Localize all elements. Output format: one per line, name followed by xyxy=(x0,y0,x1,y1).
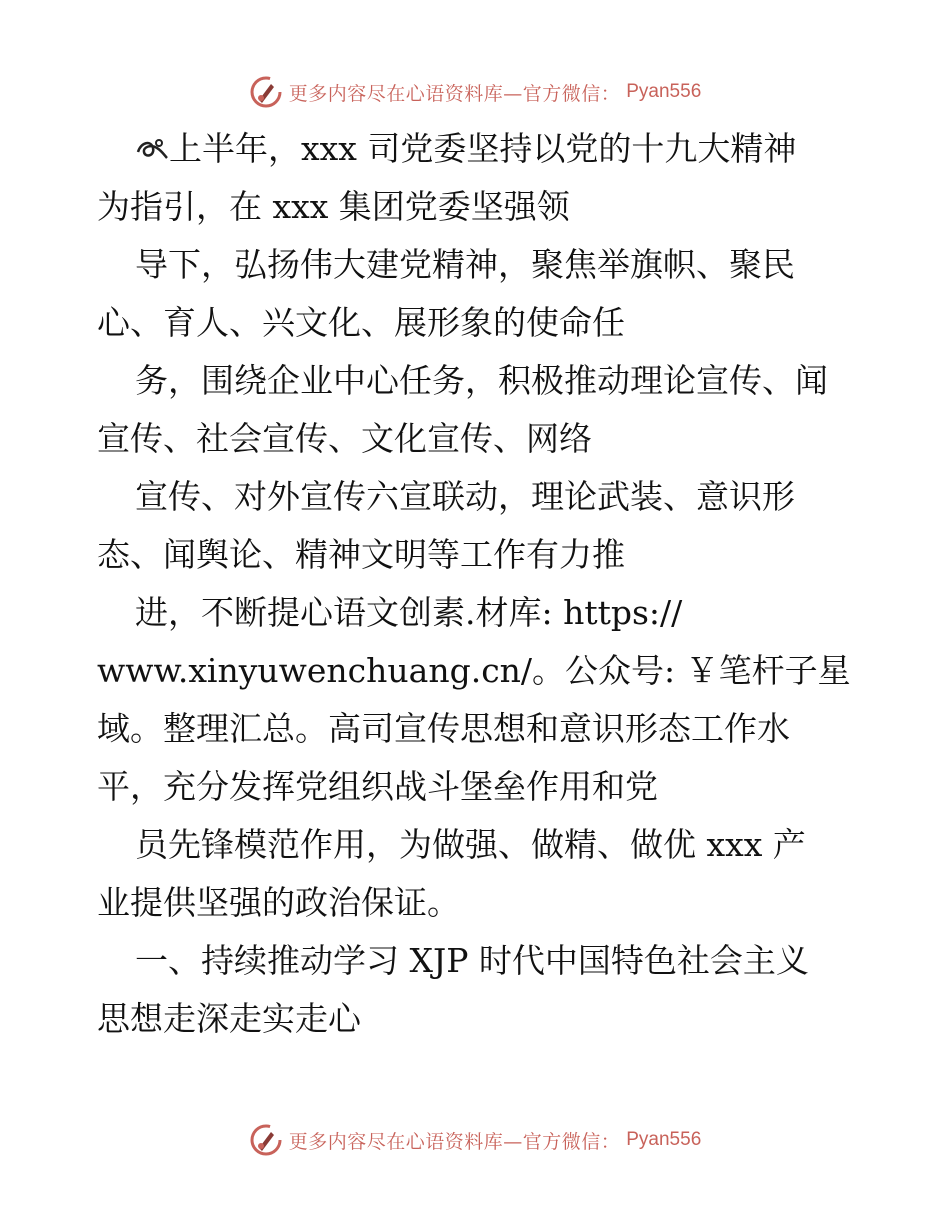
text-line: 导下，弘扬伟大建党精神，聚焦举旗帜、聚民 xyxy=(135,245,795,284)
text-line: 宣传、对外宣传六宣联动，理论武装、意识形 xyxy=(135,477,795,516)
text-line: www.xinyuwenchuang.cn/。公众号: ￥笔杆子星 xyxy=(97,651,851,690)
pen-circle-logo-icon xyxy=(249,75,283,109)
banner-text: 更多内容尽在心语资料库—官方微信： xyxy=(288,82,621,105)
text-line: 平，充分发挥党组织战斗堡垒作用和党 xyxy=(97,767,658,806)
document-body xyxy=(97,120,867,1048)
text-line: 进，不断提心语文创素.材库: https:// xyxy=(135,593,683,632)
header-watermark-banner xyxy=(0,72,950,112)
banner-wechat-id: Pyan556 xyxy=(626,1129,702,1150)
text-line: 宣传、社会宣传、文化宣传、网络 xyxy=(97,419,592,458)
section-heading-continued: 思想走深走实走心 xyxy=(97,999,361,1038)
text-line: 员先锋模范作用，为做强、做精、做优 xxx 产 xyxy=(135,825,806,864)
banner-wechat-id: Pyan556 xyxy=(626,81,702,102)
text-line: 业提供坚强的政治保证。 xyxy=(97,883,460,922)
section-heading: 一、持续推动学习 XJP 时代中国特色社会主义 xyxy=(135,941,809,980)
text-line xyxy=(97,120,867,178)
text-line: 域。整理汇总。高司宣传思想和意识形态工作水 xyxy=(97,709,790,748)
pen-circle-logo-icon xyxy=(249,1123,283,1157)
text-line: 心、育人、兴文化、展形象的使命任 xyxy=(97,303,625,342)
text-line: 务，围绕企业中心任务，积极推动理论宣传、闻 xyxy=(135,361,828,400)
text-line-content: 上半年，xxx 司党委坚持以党的十九大精神 xyxy=(169,129,797,168)
text-line: 态、闻舆论、精神文明等工作有力推 xyxy=(97,535,625,574)
text-line: 为指引，在 xxx 集团党委坚强领 xyxy=(97,187,570,226)
footer-watermark-banner xyxy=(0,1120,950,1160)
swirl-mark-icon xyxy=(135,134,169,162)
banner-text: 更多内容尽在心语资料库—官方微信： xyxy=(288,1130,621,1153)
